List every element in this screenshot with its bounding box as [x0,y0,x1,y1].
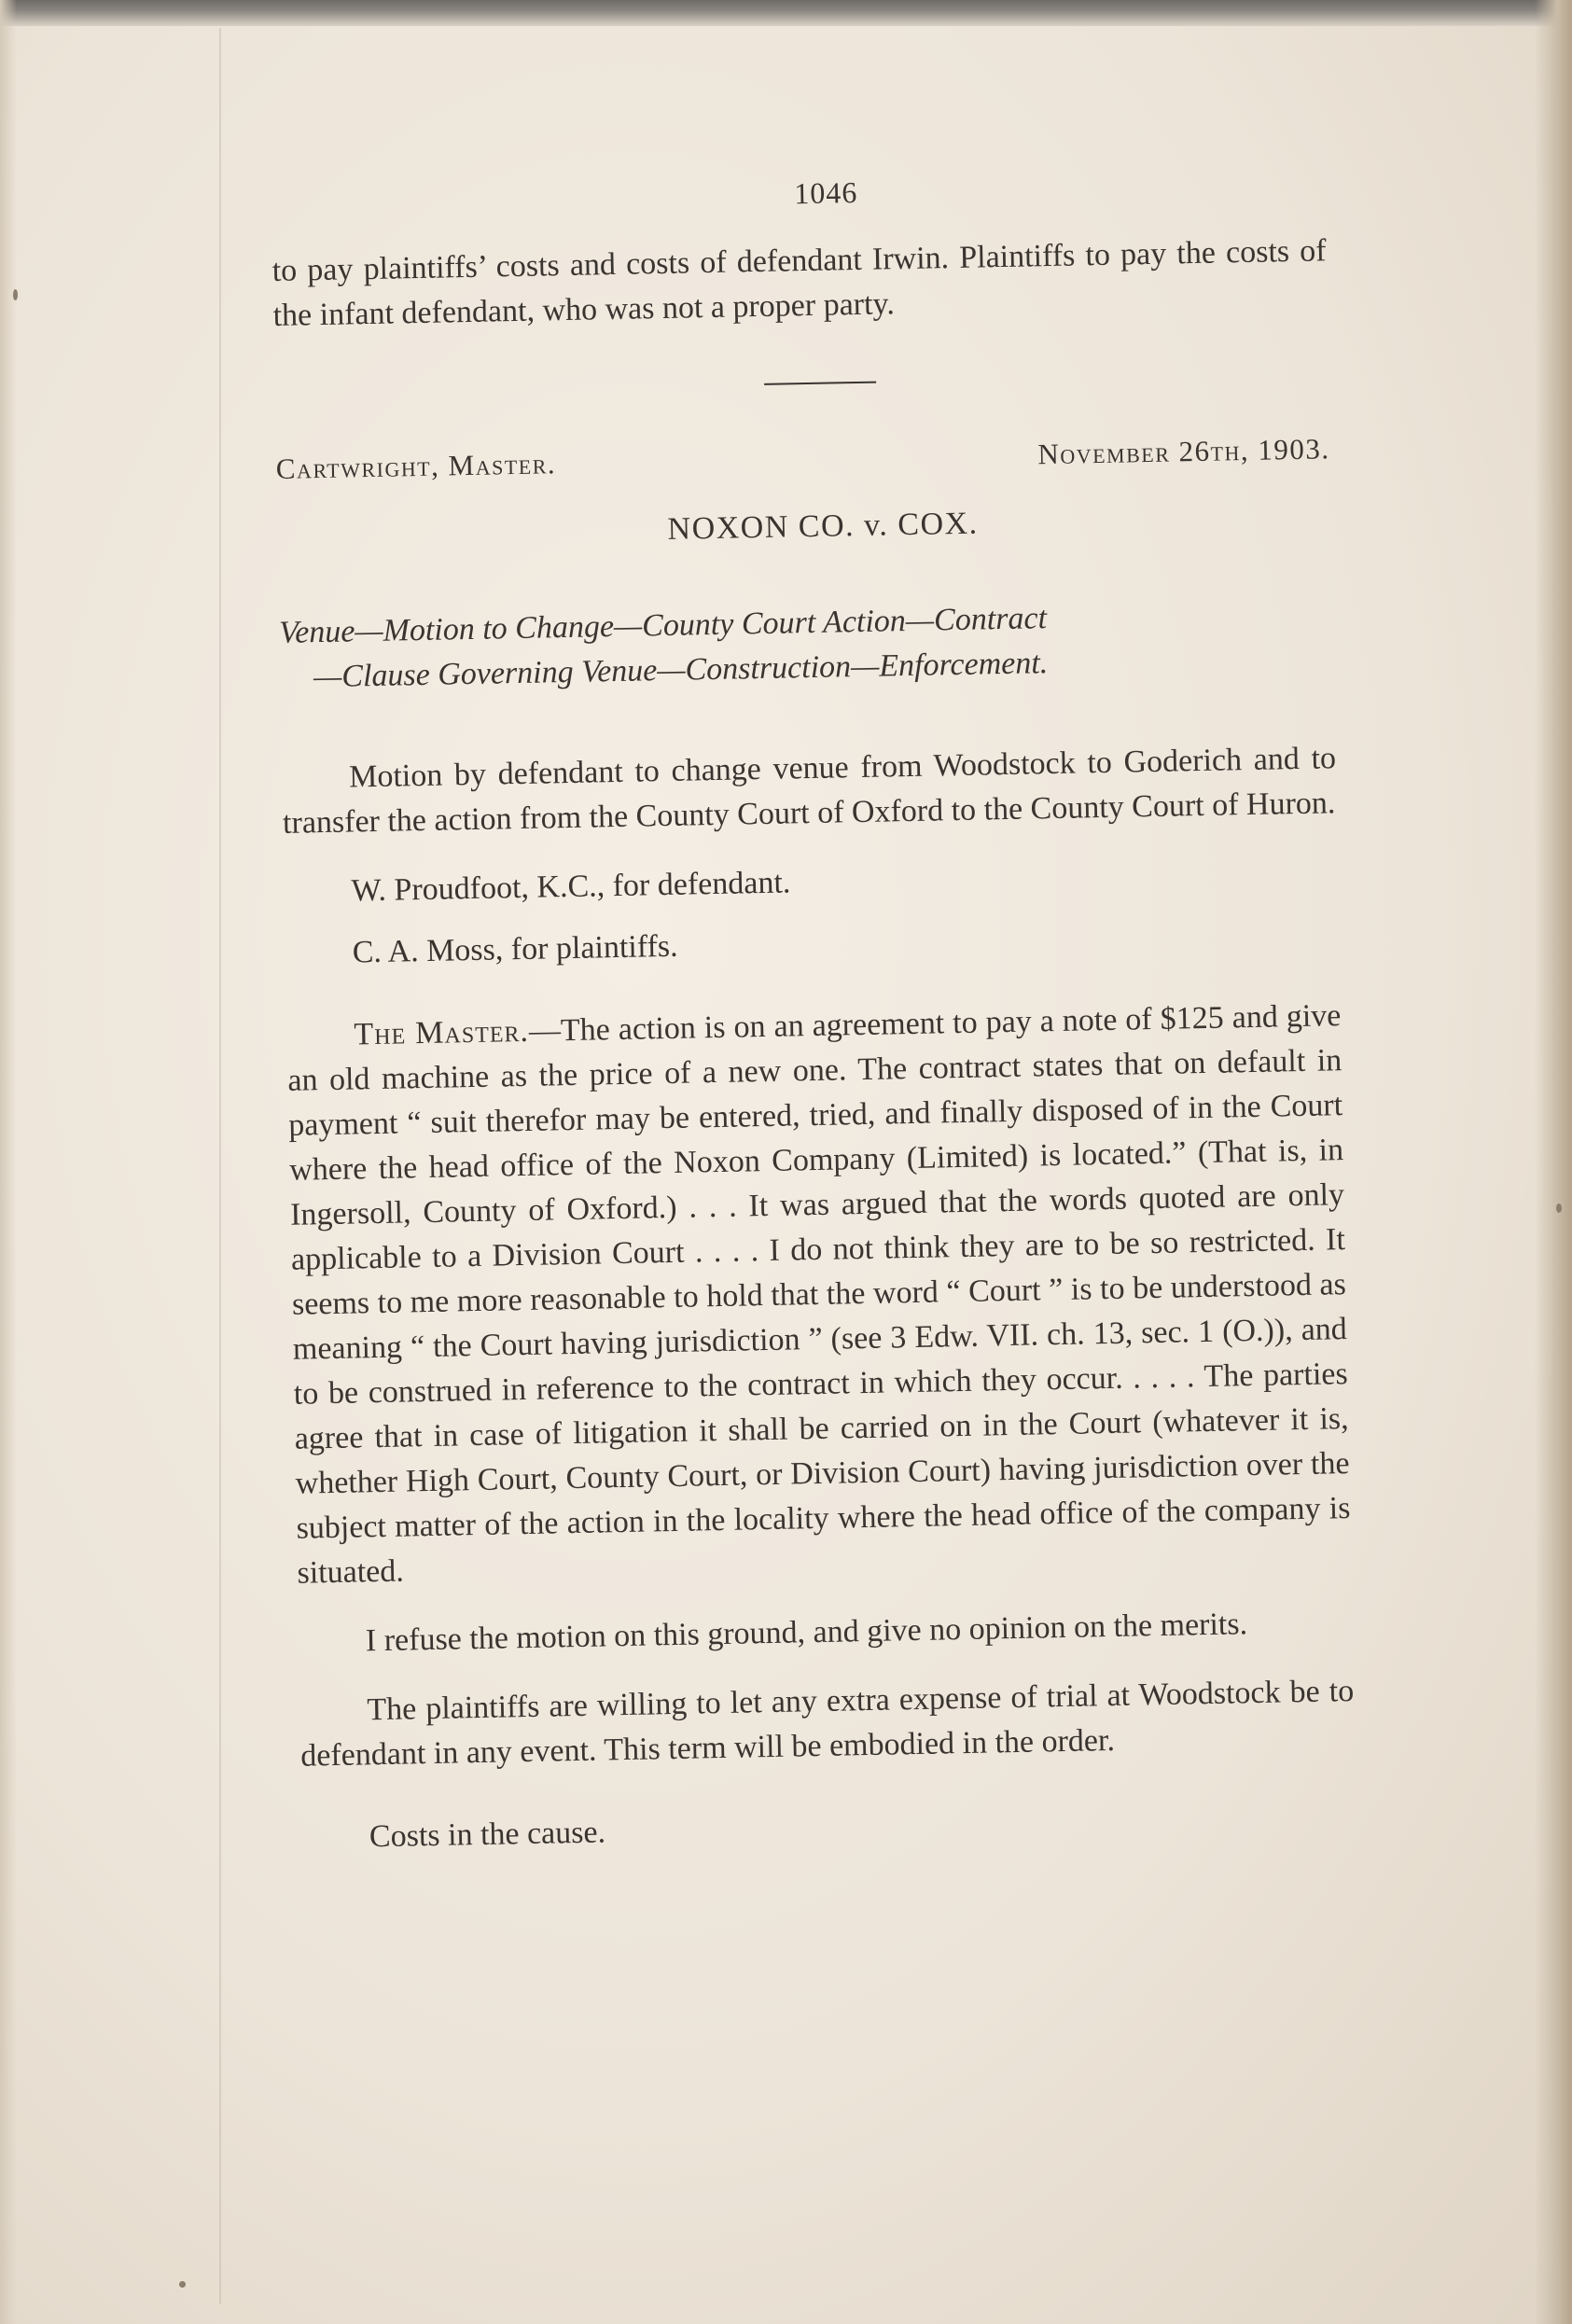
catchwords [279,591,1335,701]
counsel-plaintiffs: C. A. Moss, for plaintiffs. [352,928,678,970]
case-header [275,432,1329,486]
page-speck [179,2281,186,2288]
page-speck [13,289,18,300]
page-number: 1046 [793,174,858,211]
page-top-edge [0,0,1572,26]
judge-name: Cartwright, Master. [275,447,557,485]
refusal-paragraph: I refuse the motion on this ground, and give no opinion on the merits. [365,1607,1248,1659]
page-content [271,166,1356,1860]
expense-paragraph: The plaintiffs are willing to let any extra expense of trial at Woodstock be to defendant in any event. This term will be embodied in the order. [299,1674,1355,1774]
decision-date: November 26th, 1903. [1037,432,1330,471]
page-fold-line [219,28,221,2304]
judgment-paragraph [286,994,1352,1596]
page-right-edge [1535,0,1572,2324]
catchwords-line-1: Venue—Motion to Change—County Court Action—Contract [278,601,1048,650]
judgment-text: —The action is on an agreement to pay a note of $125 and give an old machine as the price of a new one. The contract states that on default in payment “ suit therefor may be entered, tried, and finally disposed of in the Court where the head office of the Noxon Company (Limited) is located.” (That is, in Ingersoll, County of Oxford.) . . . It was argued that the words quoted are only applicable to a Division Court . . . . I do not think they are to be so restricted. It seems to me more reasonable to hold that the word “ Court ” is to be understood as meaning “ the Court having jurisdiction ” (see 3 Edw. VII. ch. 13, sec. 1 (O.)), and to be construed in reference to the contract in which they occur. . . . . The parties agree that in case of litigation it shall be carried on in the Court (whatever it is, whether High Court, County Court, or Division Court) having jurisdiction over the subject matter of the action in the locality where the head office of the company is situated. [287,998,1351,1591]
case-title: NOXON CO. v. COX. [667,506,979,547]
carryover-paragraph: to pay plaintiffs’ costs and costs of defendant Irwin. Plaintiffs to pay the costs of the infant defendant, who was not a proper party. [271,233,1327,333]
judgment-speaker: The Master. [354,1013,530,1052]
page-left-edge [0,0,17,2324]
counsel-defendant: W. Proudfoot, K.C., for defendant. [351,865,791,909]
section-separator [764,382,876,385]
catchwords-line-2: —Clause Governing Venue—Construction—Enforcement. [313,646,1049,695]
page-speck [1556,1204,1562,1213]
costs-paragraph: Costs in the cause. [369,1815,606,1855]
motion-paragraph: Motion by defendant to change venue from Woodstock to Goderich and to transfer the action from the County Court of Oxford to the County Court of Huron. [282,741,1337,841]
